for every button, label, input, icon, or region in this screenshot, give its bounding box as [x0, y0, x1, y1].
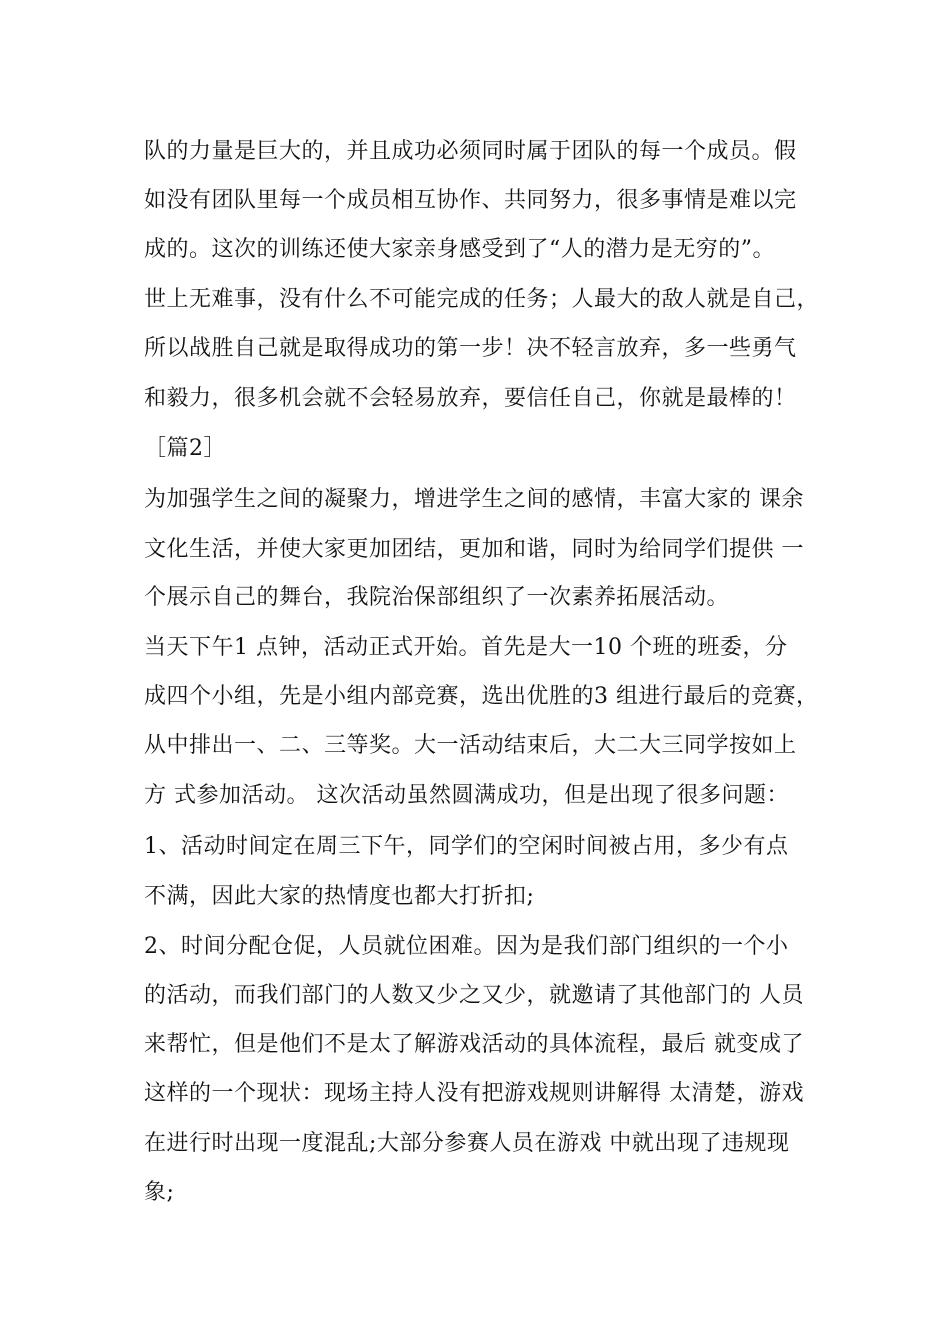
paragraph-line: 队的力量是巨大的，并且成功必须同时属于团队的每一个成员。假: [144, 139, 797, 164]
list-item-line: 来帮忙，但是他们不是太了解游戏活动的具体流程，最后 就变成了: [144, 1032, 804, 1057]
paragraph-line: 为加强学生之间的凝聚力，增进学生之间的感情，丰富大家的 课余: [144, 487, 804, 512]
paragraph-line: 和毅力，很多机会就不会轻易放弃，要信任自己，你就是最棒的！: [144, 386, 797, 411]
paragraph-line: 个展示自己的舞台，我院治保部组织了一次素养拓展活动。: [144, 585, 730, 610]
list-item-line: 1、活动时间定在周三下午，同学们的空闲时间被占用，多少有点: [144, 834, 789, 859]
list-item-line: 不满，因此大家的热情度也都大打折扣;: [144, 884, 535, 909]
paragraph-line: 成四个小组，先是小组内部竞赛，选出优胜的3 组进行最后的竞赛，: [144, 684, 819, 709]
paragraph-line: 从中排出一、二、三等奖。大一活动结束后，大二大三同学按如上: [144, 733, 797, 758]
list-item-line: 2、时间分配仓促，人员就位困难。因为是我们部门组织的一个小: [144, 934, 789, 959]
section-heading: ［篇2］: [144, 436, 226, 461]
list-item-line: 的活动，而我们部门的人数又少之又少，就邀请了其他部门的 人员: [144, 983, 804, 1008]
list-item-line: 这样的一个现状：现场主持人没有把游戏规则讲解得 太清楚，游戏: [144, 1081, 804, 1106]
paragraph-line: 如没有团队里每一个成员相互协作、共同努力，很多事情是难以完: [144, 188, 797, 213]
paragraph-line: 成的。这次的训练还使大家亲身感受到了“人的潜力是无穷的”。: [144, 237, 775, 262]
list-item-line: 象;: [144, 1180, 175, 1205]
paragraph-line: 方 式参加活动。 这次活动虽然圆满成功，但是出现了很多问题：: [144, 783, 789, 808]
paragraph-line: 所以战胜自己就是取得成功的第一步！决不轻言放弃，多一些勇气: [144, 336, 797, 361]
paragraph-line: 当天下午1 点钟，活动正式开始。首先是大一10 个班的班委，分: [144, 635, 788, 660]
paragraph-line: 世上无难事，没有什么不可能完成的任务；人最大的敌人就是自己，: [144, 287, 820, 312]
list-item-line: 在进行时出现一度混乱;大部分参赛人员在游戏 中就出现了违规现: [144, 1131, 790, 1156]
paragraph-line: 文化生活，并使大家更加团结，更加和谐，同时为给同学们提供 一: [144, 537, 804, 562]
